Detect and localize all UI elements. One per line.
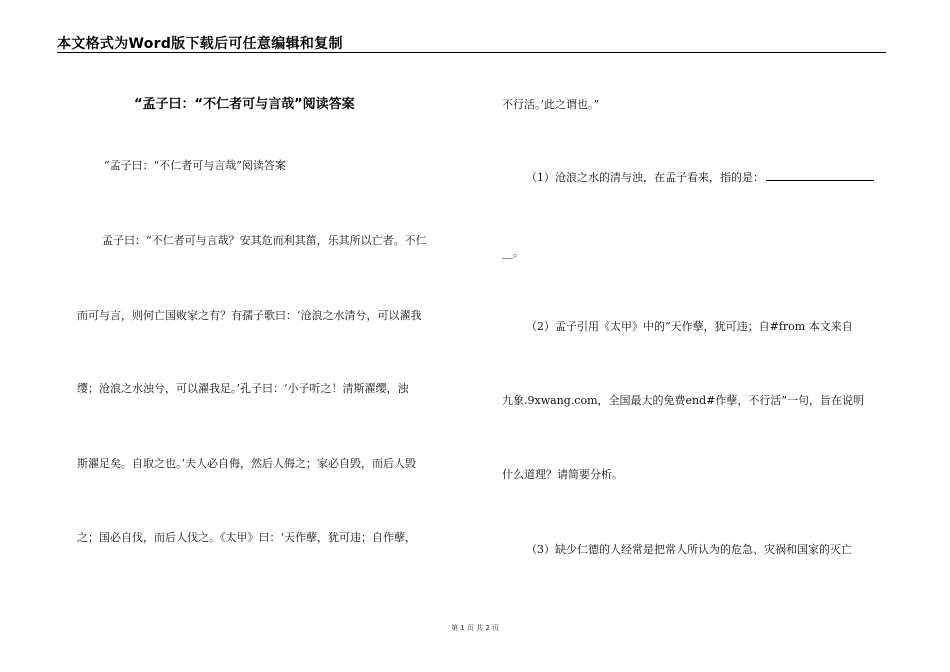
question-2-line: 什么道理？请简要分析。 <box>502 468 623 481</box>
page-footer: 第 1 页 共 2 页 <box>450 624 500 632</box>
left-para-line: 孟子曰：“不仁者可与言哉？安其危而利其菑，乐其所以亡者。不仁 <box>102 234 427 247</box>
right-para-line: 不行活。’此之谓也。” <box>502 98 600 111</box>
left-para-line: 而可与言，则何亡国败家之有？有孺子歌曰：‘沧浪之水清兮，可以濯我 <box>77 309 422 322</box>
document-title: “孟子曰：“不仁者可与言哉”阅读答案 <box>134 97 355 112</box>
left-para-line: 斯濯足矣。自取之也。’夫人必自侮，然后人侮之；家必自毁，而后人毁 <box>77 457 416 470</box>
question-1-end: __。 <box>502 246 524 259</box>
question-3-line: （3）缺少仁德的人经常是把常人所认为的危急、灾祸和国家的灭亡 <box>526 543 852 556</box>
header-divider <box>57 52 886 53</box>
answer-blank <box>766 170 874 181</box>
question-1 <box>526 169 874 185</box>
left-para-title: “孟子曰：“不仁者可与言哉”阅读答案 <box>104 159 286 172</box>
question-2-line: （2）孟子引用《太甲》中的“天作孽，犹可违；自#from 本文来自 <box>526 320 853 333</box>
question-2-line: 九象.9xwang.com，全国最大的免费end#作孽，不行活”一句，旨在说明 <box>502 394 864 407</box>
left-para-line: 缨；沧浪之水浊兮，可以濯我足。’孔子曰：‘小子听之！清斯濯缨，浊 <box>77 382 409 395</box>
page-header: 本文格式为Word版下载后可任意编辑和复制 <box>57 36 343 52</box>
left-para-line: 之；国必自伐，而后人伐之。《太甲》曰：‘天作孽，犹可违；自作孽， <box>77 531 416 544</box>
question-1-text: （1）沧浪之水的清与浊，在孟子看来，指的是： <box>526 171 764 184</box>
